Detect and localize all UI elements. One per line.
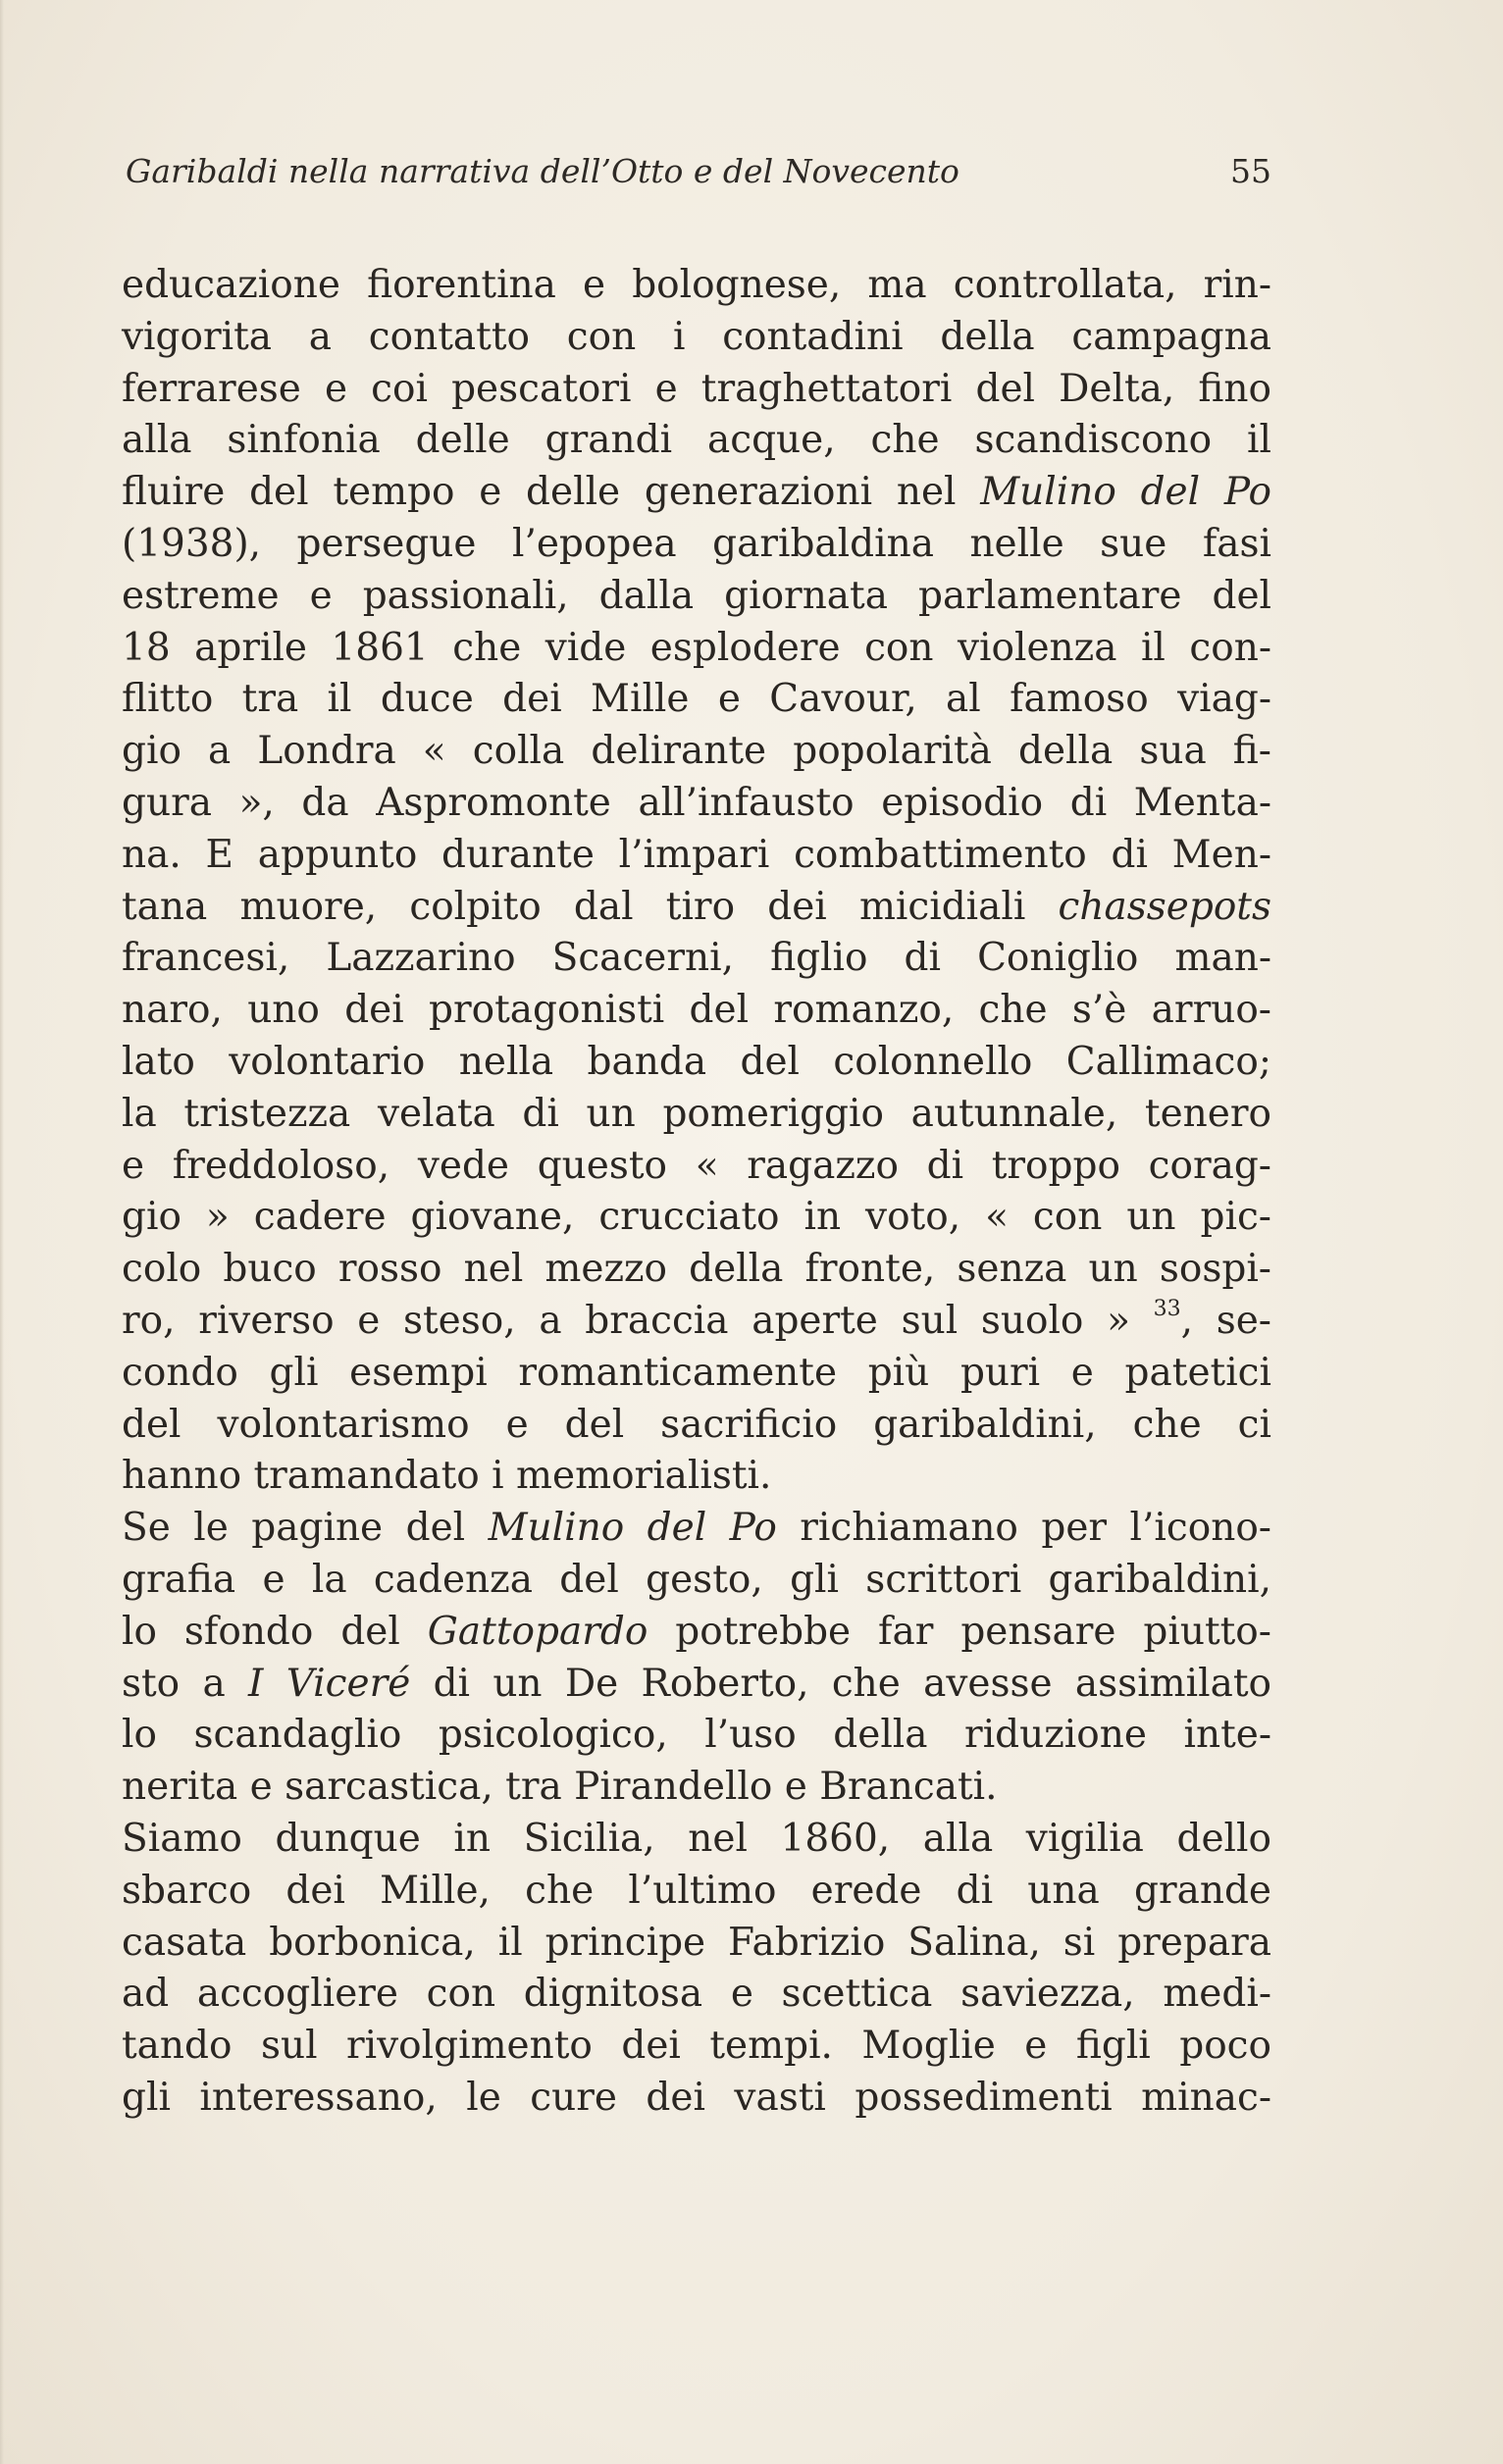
text-line: del volontarismo e del sacrificio garibaldini, che ci — [122, 1402, 1271, 1447]
text-line: lo scandaglio psicologico, l’uso della riduzione inte- — [122, 1713, 1271, 1758]
text-line: sto a I Viceré di un De Roberto, che avesse assimilato — [122, 1661, 1271, 1706]
text-line: sbarco dei Mille, che l’ultimo erede di una grande — [122, 1868, 1271, 1913]
text-line: educazione fiorentina e bolognese, ma controllata, rin- — [122, 263, 1271, 307]
italic-title: I Viceré — [248, 1661, 411, 1706]
text-line: (1938), persegue l’epopea garibaldina nelle sue fasi — [122, 521, 1271, 566]
text-line: ro, riverso e steso, a braccia aperte sul suolo » $^{33}$, se- — [122, 1296, 1271, 1343]
page-number: 55 — [1230, 152, 1271, 190]
text-line: gio » cadere giovane, crucciato in voto, « con un pic- — [122, 1195, 1271, 1240]
text-line: na. E appunto durante l’impari combattimento di Men- — [122, 832, 1271, 877]
running-title: Garibaldi nella narrativa dell’Otto e del Novecento — [126, 152, 959, 190]
text-line: tando sul rivolgimento dei tempi. Moglie e figli poco — [122, 2024, 1271, 2069]
text-line: 18 aprile 1861 che vide esplodere con violenza il con- — [122, 625, 1271, 670]
text-line: vigorita a contatto con i contadini della campagna — [122, 314, 1271, 359]
text-line: ad accogliere con dignitosa e scettica saviezza, medi- — [122, 1972, 1271, 2017]
text-line: grafia e la cadenza del gesto, gli scrittori garibaldini, — [122, 1557, 1271, 1602]
text-line: hanno tramandato i memorialisti. — [122, 1454, 772, 1499]
text-line: Siamo dunque in Sicilia, nel 1860, alla vigilia dello — [122, 1816, 1271, 1861]
italic-title: Mulino del Po — [980, 470, 1271, 515]
page-header — [126, 147, 1271, 196]
italic-title: Mulino del Po — [488, 1506, 777, 1551]
text-line: casata borbonica, il principe Fabrizio Salina, si prepara — [122, 1920, 1271, 1965]
text-line: lo sfondo del Gattopardo potrebbe far pensare piutto- — [122, 1609, 1271, 1654]
text-line: ferrarese e coi pescatori e traghettatori del Delta, fino — [122, 366, 1271, 411]
text-line: lato volontario nella banda del colonnello Callimaco; — [122, 1039, 1271, 1084]
text-line: colo buco rosso nel mezzo della fronte, senza un sospi- — [122, 1247, 1271, 1292]
text-line: flitto tra il duce dei Mille e Cavour, al famoso viag- — [122, 677, 1271, 722]
body-text — [122, 260, 1271, 2125]
italic-title: Gattopardo — [427, 1609, 648, 1654]
text-line: francesi, Lazzarino Scacerni, figlio di Coniglio man- — [122, 936, 1271, 981]
text-line: fluire del tempo e delle generazioni nel Mulino del Po — [122, 470, 1271, 515]
text-line: condo gli esempi romanticamente più puri e patetici — [122, 1350, 1271, 1395]
italic-term: chassepots — [1058, 884, 1271, 929]
text-line: la tristezza velata di un pomeriggio autunnale, tenero — [122, 1091, 1271, 1136]
text-line: e freddoloso, vede questo « ragazzo di troppo corag- — [122, 1143, 1271, 1188]
text-line: tana muore, colpito dal tiro dei micidiali chassepots — [122, 884, 1271, 929]
text-line: estreme e passionali, dalla giornata parlamentare del — [122, 573, 1271, 618]
footnote-reference: 33 — [1153, 1296, 1181, 1321]
text-line: nerita e sarcastica, tra Pirandello e Brancati. — [122, 1765, 998, 1810]
text-line: gio a Londra « colla delirante popolarità della sua fi- — [122, 729, 1271, 774]
text-line: naro, uno dei protagonisti del romanzo, che s’è arruo- — [122, 988, 1271, 1033]
text-line: gura », da Aspromonte all’infausto episodio di Menta- — [122, 780, 1271, 825]
text-line: gli interessano, le cure dei vasti possedimenti minac- — [122, 2075, 1271, 2120]
text-line: Se le pagine del Mulino del Po richiamano per l’icono- — [122, 1506, 1271, 1551]
text-line: alla sinfonia delle grandi acque, che scandiscono il — [122, 418, 1271, 463]
page-edge — [0, 0, 4, 2464]
